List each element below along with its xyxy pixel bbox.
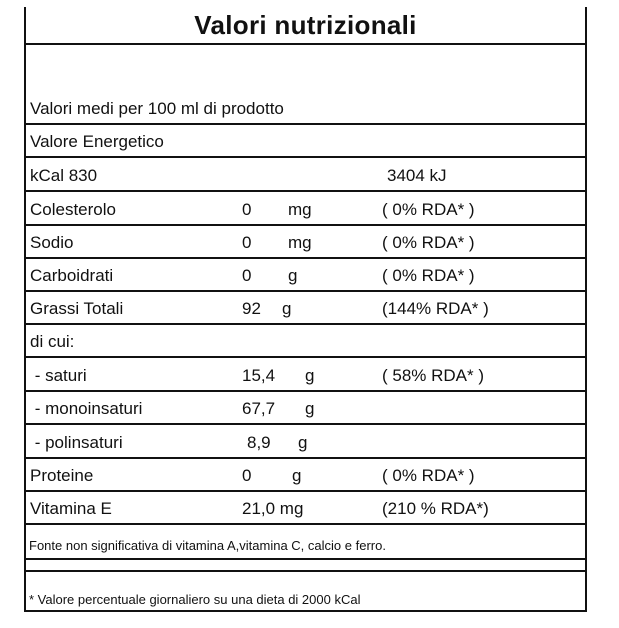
nutrient-value: 8,9: [247, 433, 271, 452]
divider: [26, 570, 585, 572]
nutrient-row-proteine: [26, 459, 585, 492]
nutrient-name: Colesterolo: [30, 200, 116, 219]
nutrient-row-grassi-totali: [26, 292, 585, 325]
nutrient-name: Sodio: [30, 233, 74, 252]
nutrient-name: Carboidrati: [30, 266, 114, 285]
nutrient-rda: ( 0% RDA* ): [382, 233, 475, 252]
nutrient-name: - polinsaturi: [30, 433, 123, 452]
nutrient-unit: g: [298, 433, 308, 452]
nutrient-name: Proteine: [30, 466, 94, 485]
source-note: Fonte non significativa di vitamina A,vitamina C, calcio e ferro.: [29, 538, 386, 553]
nutrient-row-monoinsaturi: [26, 392, 585, 425]
source-note-row: [26, 525, 585, 560]
energy-kj: 3404 kJ: [387, 166, 447, 185]
nutrient-rda: ( 58% RDA* ): [382, 366, 485, 385]
di-cui-row: [26, 325, 585, 358]
rda-note: * Valore percentuale giornaliero su una dieta di 2000 kCal: [29, 592, 361, 607]
nutrient-value: 15,4: [242, 366, 276, 385]
di-cui-label: di cui:: [30, 332, 75, 351]
nutrient-row-vitamina-e: [26, 492, 585, 525]
nutrient-value: 0: [242, 466, 252, 485]
nutrient-row-colesterolo: [26, 192, 585, 226]
nutrient-name: Vitamina E: [30, 499, 112, 518]
blank-row: [26, 45, 585, 93]
rda-note-row: [26, 560, 585, 612]
nutrient-unit: g: [288, 266, 298, 285]
nutrient-value: 0: [242, 200, 252, 219]
nutrient-value: 0: [242, 266, 252, 285]
energy-header: Valore Energetico: [30, 132, 164, 151]
nutrient-rda: ( 0% RDA* ): [382, 200, 475, 219]
nutrient-name: Grassi Totali: [30, 299, 124, 318]
nutrient-value: 21,0 mg: [242, 499, 304, 518]
nutrient-unit: mg: [288, 233, 312, 252]
nutrient-rda: (144% RDA* ): [382, 299, 489, 318]
nutrient-row-saturi: [26, 358, 585, 392]
nutrient-row-carboidrati: [26, 259, 585, 292]
nutrient-value: 0: [242, 233, 252, 252]
energy-row: [26, 158, 585, 192]
nutrient-rda: (210 % RDA*): [382, 499, 489, 518]
nutrient-name: - monoinsaturi: [30, 399, 143, 418]
energy-kcal: kCal 830: [30, 166, 98, 185]
serving-text: Valori medi per 100 ml di prodotto: [30, 99, 284, 118]
nutrient-unit: g: [305, 366, 315, 385]
serving-row: [26, 93, 585, 125]
nutrient-row-sodio: [26, 226, 585, 259]
nutrient-value: 92: [242, 299, 261, 318]
nutrient-rda: ( 0% RDA* ): [382, 266, 475, 285]
nutrient-row-polinsaturi: [26, 425, 585, 459]
nutrient-rda: ( 0% RDA* ): [382, 466, 475, 485]
nutrient-name: - saturi: [30, 366, 87, 385]
nutrient-unit: g: [292, 466, 302, 485]
nutrient-unit: mg: [288, 200, 312, 219]
nutrition-label: [24, 7, 587, 612]
energy-header-row: [26, 125, 585, 158]
nutrient-unit: g: [282, 299, 292, 318]
bottom-border: [24, 610, 587, 612]
nutrient-value: 67,7: [242, 399, 276, 418]
nutrient-unit: g: [305, 399, 315, 418]
label-title: Valori nutrizionali: [26, 7, 585, 45]
